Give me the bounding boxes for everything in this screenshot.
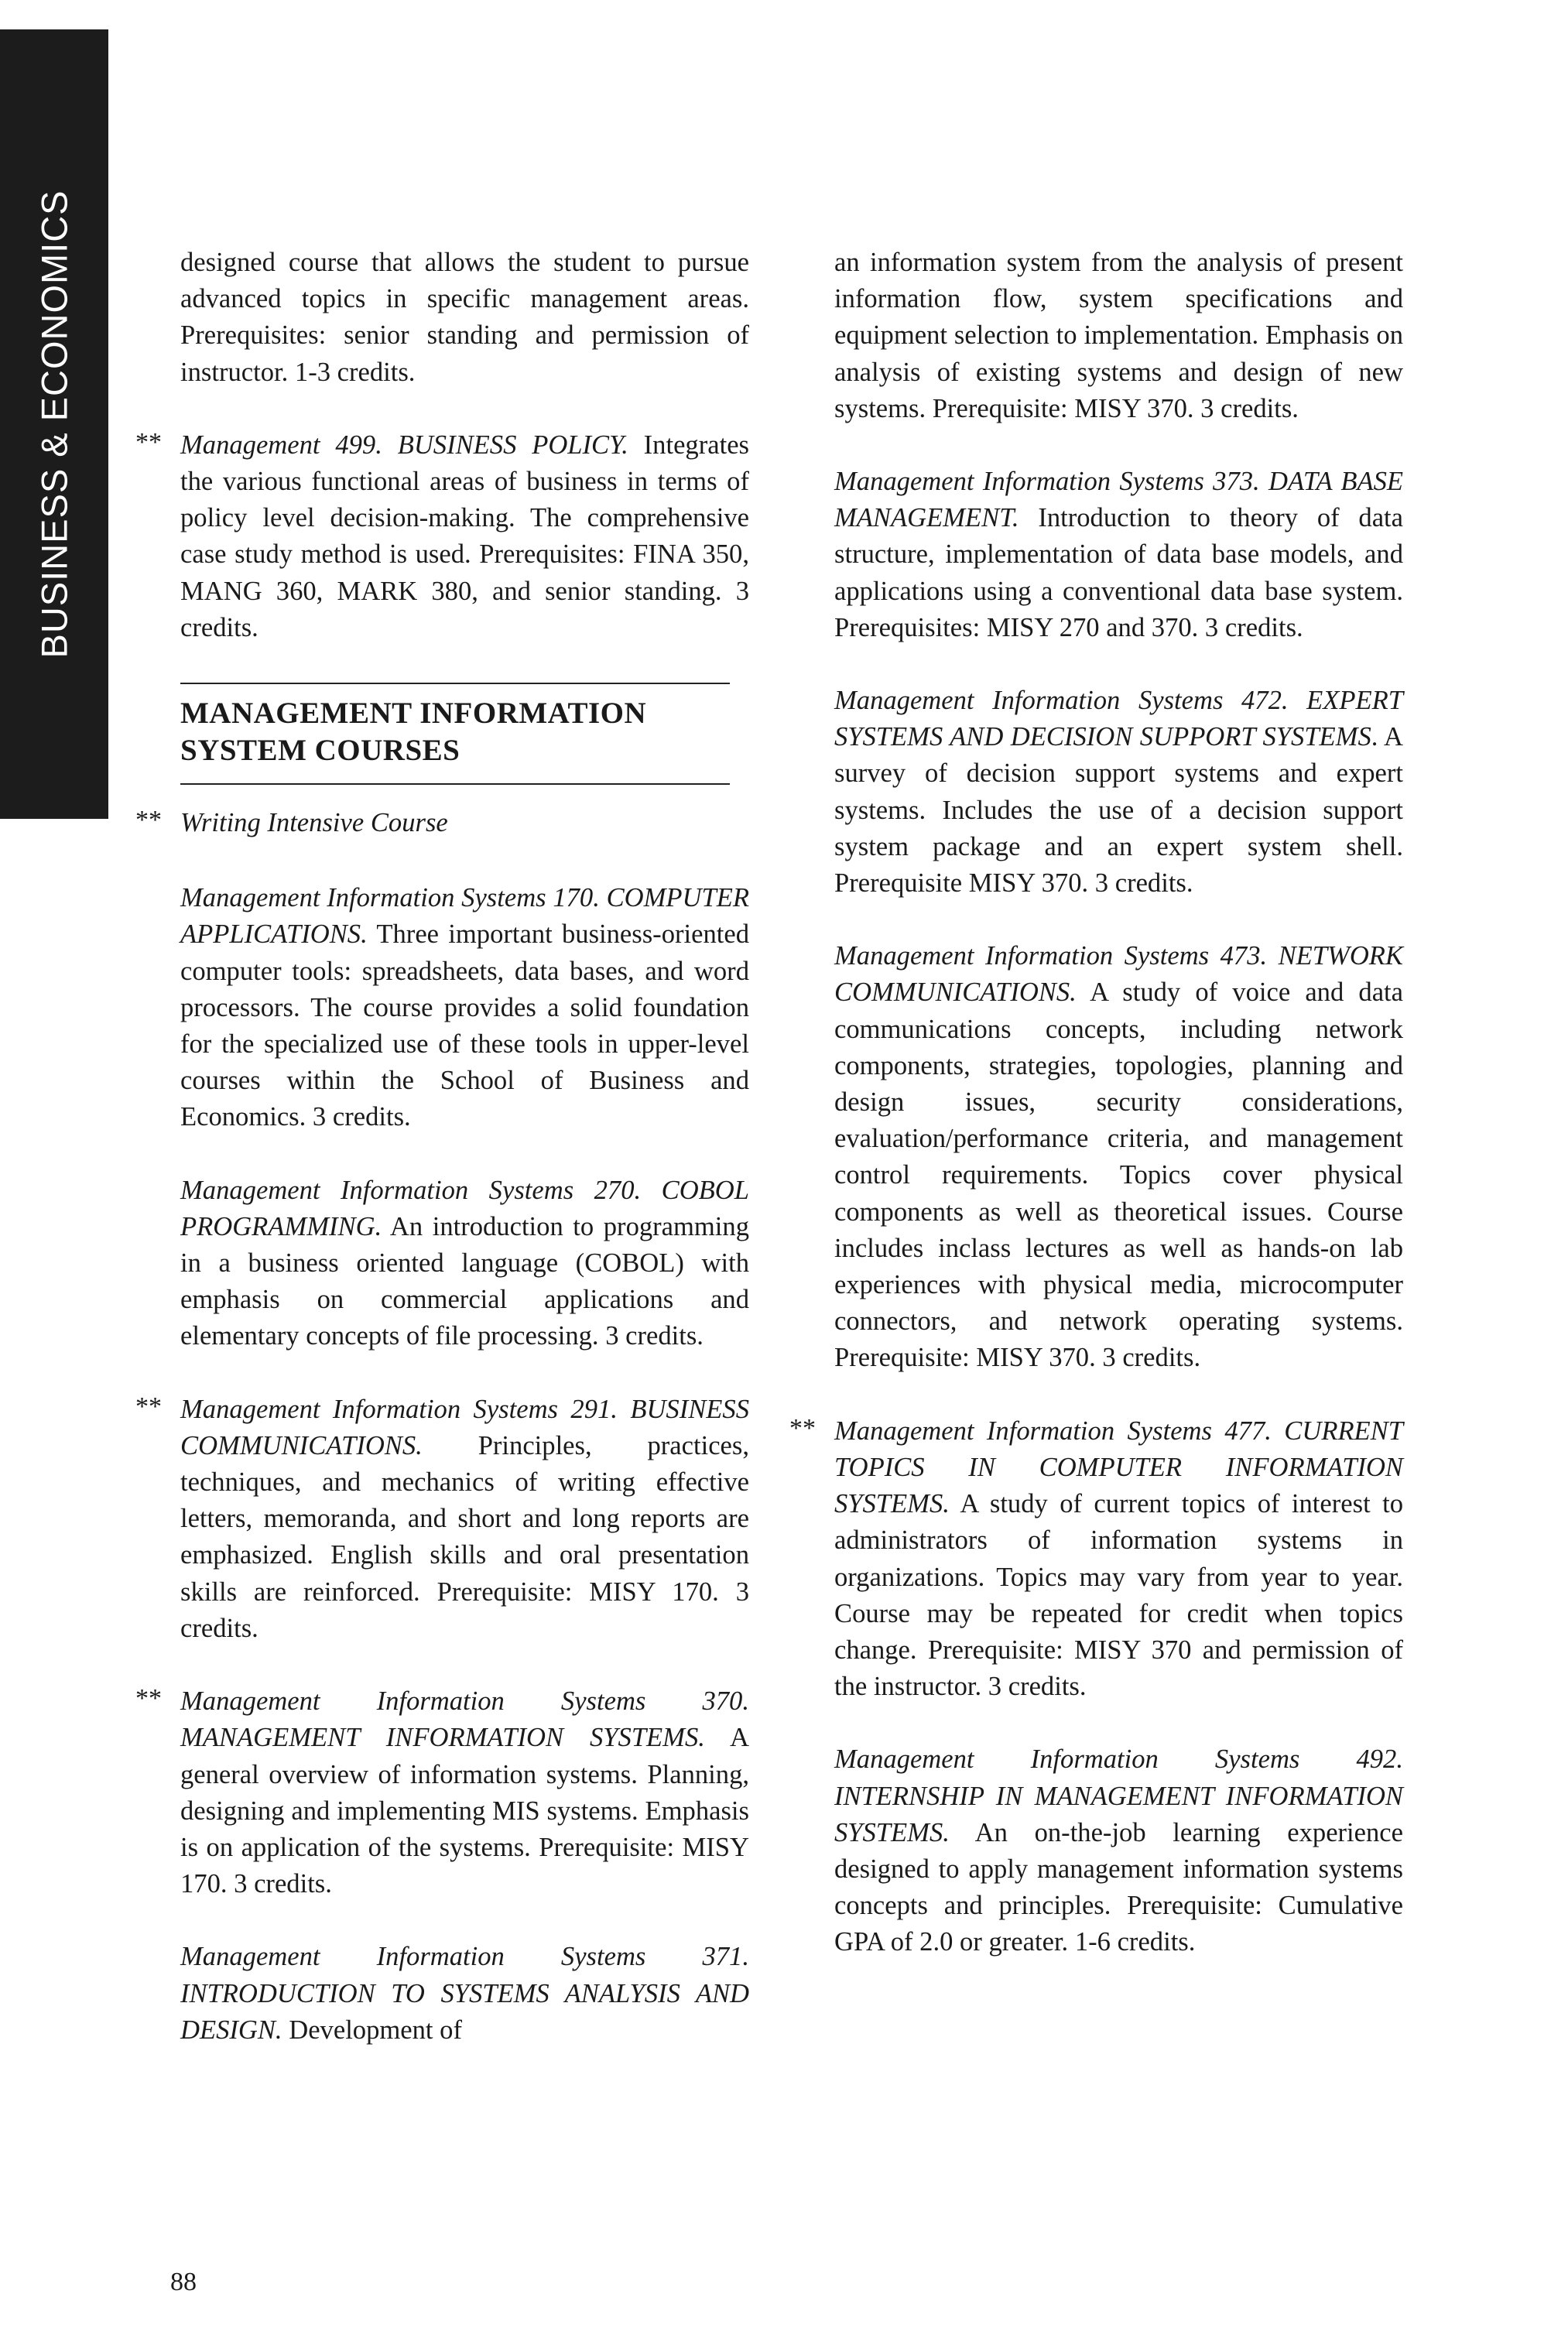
course-description: Development of: [289, 2015, 462, 2045]
course-description: A general overview of information systems. Planning, designing and implementing MIS systems. Emphasis is on application of the systems. Prerequisite: MISY 170. 3 credits.: [180, 1723, 749, 1899]
course-number: Management Information Systems 492.: [834, 1744, 1403, 1775]
course-description: A study of voice and data communications concepts, including network components, strategies, topologies, planning and design issues, security considerations, evaluation/performance criteria, and management control requirements. Topics cover physical components as well as theoretical issues. Course includes inclass lectures as well as hands-on lab experiences with physical media, microcomputer connectors, and network operating systems. Prerequisite: MISY 370. 3 credits.: [834, 977, 1403, 1373]
writing-intensive-marker: **: [135, 1684, 162, 1714]
section-rule-bottom: [180, 783, 730, 785]
course-title: INTERNSHIP IN MANAGEMENT INFORMATION SYSTEMS.: [834, 1781, 1403, 1847]
course-entry-misy-373: [834, 464, 1403, 646]
writing-intensive-note-text: Writing Intensive Course: [180, 808, 448, 838]
course-description: A study of current topics of interest to administrators of information systems in organizations. Topics may vary from year to year. Course may be repeated for credit when topics change. Prerequisite: MISY 370 and permission of the instructor. 3 credits.: [834, 1489, 1403, 1702]
course-title: MANAGEMENT INFORMATION SYSTEMS.: [180, 1723, 705, 1753]
course-entry-misy-371: [180, 1939, 749, 2049]
section-title: MANAGEMENT INFORMATION SYSTEM COURSES: [180, 697, 647, 768]
course-entry-mang-499: [135, 427, 749, 646]
course-number: Management Information Systems 371.: [180, 1942, 749, 1972]
writing-intensive-note: [135, 805, 749, 841]
writing-intensive-marker: **: [135, 1392, 162, 1421]
course-entry-misy-291: [135, 1392, 749, 1647]
section-header: [180, 683, 749, 785]
section-side-tab: [0, 29, 108, 819]
course-entry-misy-270: [180, 1173, 749, 1355]
right-column: [789, 245, 1403, 1961]
writing-intensive-marker: **: [135, 427, 162, 457]
course-entry-misy-170: [180, 880, 749, 1135]
course-number: Management Information Systems 477.: [834, 1416, 1272, 1446]
course-title: INTRODUCTION TO SYSTEMS ANALYSIS AND DESIGN.: [180, 1978, 749, 2045]
course-entry-misy-492: [834, 1741, 1403, 1960]
course-description: Three important business-oriented computer tools: spreadsheets, data bases, and word processors. The course provides a solid foundation for the specialized use of these tools in upper-level courses within the School of Business and Economics. 3 credits.: [180, 919, 749, 1132]
course-description: An on-the-job learning experience designed to apply management information systems concepts and principles. Prerequisite: Cumulative GPA of 2.0 or greater. 1-6 credits.: [834, 1817, 1403, 1957]
course-number: Management Information Systems 170.: [180, 883, 600, 913]
course-title: NETWORK COMMUNICATIONS.: [834, 941, 1403, 1008]
course-number: Management Information Systems 291.: [180, 1394, 618, 1424]
course-title: CURRENT TOPICS IN COMPUTER INFORMATION SYSTEMS.: [834, 1416, 1403, 1519]
course-title: BUSINESS POLICY.: [397, 430, 628, 460]
intro-continuation-text: designed course that allows the student to pursue advanced topics in specific management areas. Prerequisites: senior standing and permission of instructor. 1-3 credits.: [180, 248, 749, 387]
course-entry-misy-477: [789, 1413, 1403, 1706]
course-title: COMPUTER APPLICATIONS.: [180, 883, 749, 950]
course-description: An introduction to programming in a business oriented language (COBOL) with emphasis on commercial applications and elementary concepts of file processing. 3 credits.: [180, 1211, 749, 1351]
course-description: Integrates the various functional areas of business in terms of policy level decision-making. The comprehensive case study method is used. Prerequisites: FINA 350, MANG 360, MARK 380, and senior standing. 3 credits.: [180, 430, 749, 642]
writing-intensive-marker: **: [135, 806, 162, 835]
course-number: Management Information Systems 473.: [834, 941, 1268, 971]
section-rule-top: [180, 683, 730, 684]
course-entry-misy-472: [834, 683, 1403, 902]
course-number: Management Information Systems 373.: [834, 467, 1260, 497]
course-title: BUSINESS COMMUNICATIONS.: [180, 1394, 749, 1460]
course-description: Principles, practices, techniques, and mechanics of writing effective letters, memoranda, and short and long reports are emphasized. English skills and oral presentation skills are reinforced. Prerequisite: MISY 170. 3 credits.: [180, 1430, 749, 1643]
page-number: 88: [170, 2268, 197, 2296]
course-title: EXPERT SYSTEMS AND DECISION SUPPORT SYSTEMS: [834, 686, 1403, 752]
course-title: COBOL PROGRAMMING.: [180, 1175, 749, 1241]
course-number: Management Information Systems 370.: [180, 1686, 749, 1717]
course-number: Management Information Systems 472.: [834, 686, 1289, 716]
course-number: Management Information Systems 270.: [180, 1175, 642, 1205]
course-description: . A survey of decision support systems and expert systems. Includes the use of a decision support system package and an expert system shell. Prerequisite MISY 370. 3 credits.: [834, 722, 1403, 899]
course-entry-misy-370: [135, 1683, 749, 1902]
course-description: Introduction to theory of data structure, implementation of data base models, and applications using a conventional data base system. Prerequisites: MISY 270 and 370. 3 credits.: [834, 503, 1403, 642]
course-entry-misy-473: [834, 938, 1403, 1376]
section-side-tab-label: BUSINESS & ECONOMICS: [33, 190, 75, 659]
course-number: Management 499.: [180, 430, 382, 460]
misy-371-continuation-text: an information system from the analysis of present information flow, system specifications and equipment selection to implementation. Emphasis on analysis of existing systems and design of new systems. Prerequisite: MISY 370. 3 credits.: [834, 248, 1403, 423]
course-title: DATA BASE MANAGEMENT.: [834, 467, 1403, 533]
left-column: [135, 245, 749, 2049]
writing-intensive-marker: **: [789, 1413, 816, 1443]
